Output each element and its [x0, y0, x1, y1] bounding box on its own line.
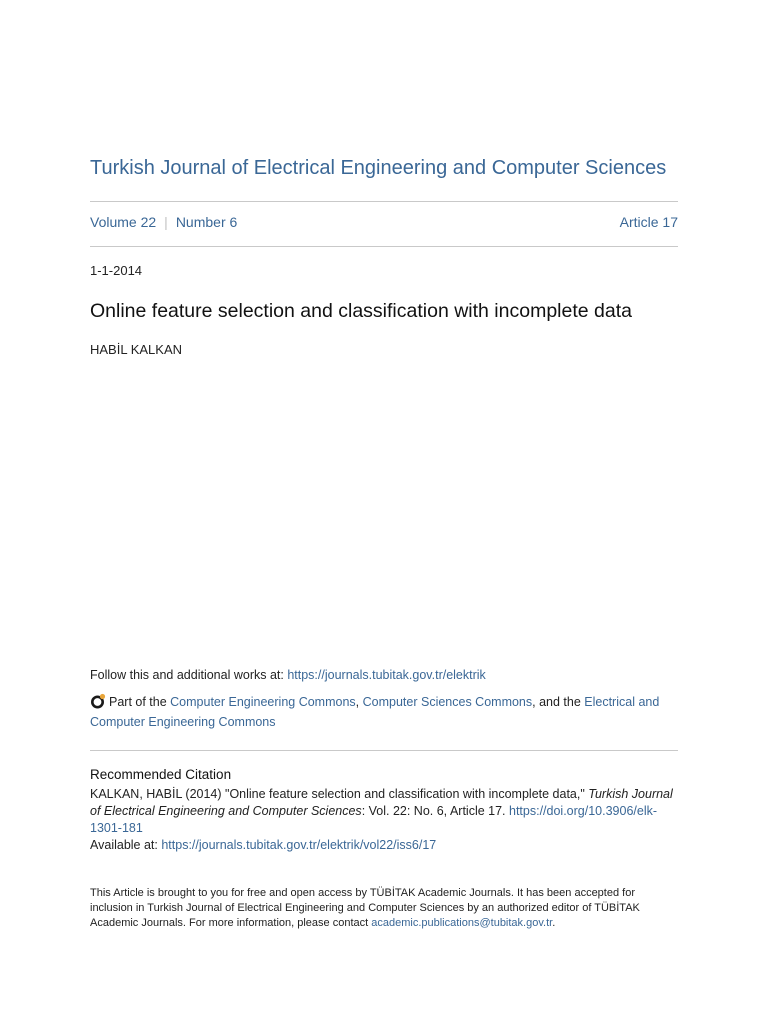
issue-row	[90, 214, 678, 230]
access-notice-text: This Article is brought to you for free and open access by TÜBİTAK Academic Journals. It has been accepted for inclusion in Turkish Journal of Electrical Engineering and Computer Sciences by an authorized editor of TÜBİTAK Academic Journals. For more information, please contact	[90, 887, 640, 929]
available-prefix: Available at:	[90, 838, 162, 852]
available-link[interactable]: https://journals.tubitak.gov.tr/elektrik/vol22/iss6/17	[161, 838, 437, 852]
author-name: HABİL KALKAN	[90, 342, 183, 357]
commons-link-electrical-computer-engineering[interactable]: Electrical and Computer Engineering Commons	[90, 695, 660, 729]
recommended-citation-heading: Recommended Citation	[90, 767, 232, 782]
volume-link[interactable]: Volume 22	[90, 214, 157, 230]
part-of-prefix: Part of the	[109, 695, 171, 709]
network-commons-icon	[90, 693, 106, 709]
access-notice	[90, 886, 678, 931]
available-at-line	[90, 838, 436, 852]
issue-separator: |	[164, 214, 168, 230]
part-of-line	[90, 692, 678, 732]
publication-date: 1-1-2014	[90, 263, 143, 278]
commons-comma: ,	[355, 695, 363, 709]
contact-email-link[interactable]: academic.publications@tubitak.gov.tr	[371, 917, 553, 929]
doi-link[interactable]: https://doi.org/10.3906/elk-1301-181	[90, 804, 658, 835]
header-rule-bottom	[90, 246, 678, 247]
article-link[interactable]: Article 17	[619, 214, 678, 230]
citation-rule	[90, 750, 678, 751]
header-rule-top	[90, 201, 678, 202]
journal-title-link[interactable]: Turkish Journal of Electrical Engineering and Computer Sciences	[90, 157, 667, 179]
citation-part-2: : Vol. 22: No. 6, Article 17.	[361, 804, 509, 818]
follow-link[interactable]: https://journals.tubitak.gov.tr/elektrik	[287, 668, 486, 682]
commons-link-computer-engineering[interactable]: Computer Engineering Commons	[170, 695, 356, 709]
access-notice-end: .	[552, 917, 556, 929]
citation-part-1: KALKAN, HABİL (2014) "Online feature selection and classification with incomplete data,"	[90, 787, 589, 801]
citation-journal: Turkish Journal of Electrical Engineering and Computer Sciences	[90, 787, 673, 818]
citation-text	[90, 786, 678, 837]
commons-link-computer-sciences[interactable]: Computer Sciences Commons	[362, 695, 533, 709]
number-link[interactable]: Number 6	[175, 214, 238, 230]
article-title: Online feature selection and classification with incomplete data	[90, 300, 632, 322]
follow-line	[90, 668, 486, 682]
commons-and-the: , and the	[532, 695, 585, 709]
follow-prefix: Follow this and additional works at:	[90, 668, 288, 682]
